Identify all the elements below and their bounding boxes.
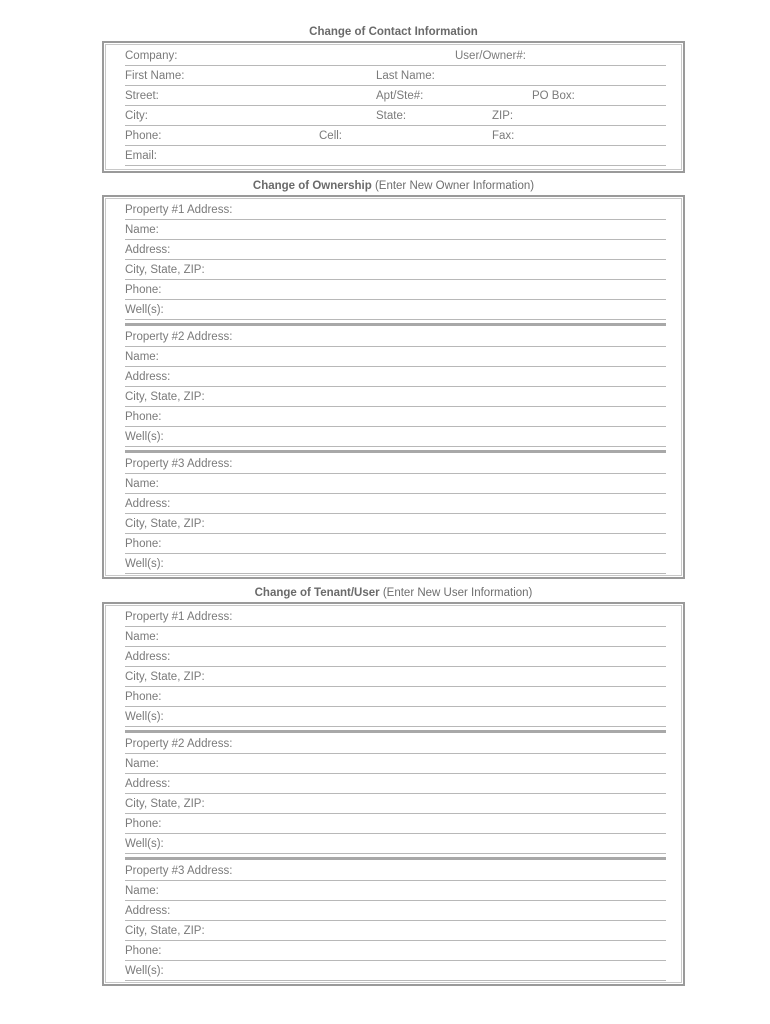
- heading-text: Change of Contact Information: [309, 26, 478, 38]
- tenant-p2-phone-row[interactable]: [125, 814, 666, 834]
- city-row[interactable]: [125, 106, 666, 126]
- tenant-p1-name-row[interactable]: [125, 627, 666, 647]
- tenant-p3-city-row[interactable]: [125, 921, 666, 941]
- name-label: Name:: [125, 351, 159, 363]
- tenant-p2-city-row[interactable]: [125, 794, 666, 814]
- city-state-zip-label: City, State, ZIP:: [125, 518, 205, 530]
- ownership-p2-name-row[interactable]: [125, 347, 666, 367]
- zip-label: ZIP:: [492, 110, 514, 122]
- tenant-p3-address-row[interactable]: [125, 861, 666, 881]
- city-state-zip-label: City, State, ZIP:: [125, 391, 205, 403]
- tenant-p1-phone-row[interactable]: [125, 687, 666, 707]
- ownership-p2-city-row[interactable]: [125, 387, 666, 407]
- heading-text: (Enter New Owner Information): [371, 180, 535, 192]
- name-label: Name:: [125, 885, 159, 897]
- last-name-label: Last Name:: [376, 70, 435, 82]
- ownership-p3-wells-row[interactable]: [125, 554, 666, 574]
- phone-label: Phone:: [125, 538, 162, 550]
- tenant-p3-street-row[interactable]: [125, 901, 666, 921]
- phone-label: Phone:: [125, 691, 162, 703]
- company-label: Company:: [125, 50, 178, 62]
- wells-label: Well(s):: [125, 431, 164, 443]
- p3-label: Property #3 Address:: [125, 865, 233, 877]
- wells-label: Well(s):: [125, 558, 164, 570]
- ownership-p2-wells-row[interactable]: [125, 427, 666, 447]
- wells-label: Well(s):: [125, 711, 164, 723]
- ownership-p3-city-row[interactable]: [125, 514, 666, 534]
- ownership-p1-phone-row[interactable]: [125, 280, 666, 300]
- name-label: Name:: [125, 224, 159, 236]
- fax-label: Fax:: [492, 130, 515, 142]
- apt-label: Apt/Ste#:: [376, 90, 424, 102]
- first-name-label: First Name:: [125, 70, 185, 82]
- city-state-zip-label: City, State, ZIP:: [125, 264, 205, 276]
- po-box-label: PO Box:: [532, 90, 575, 102]
- p1-label: Property #1 Address:: [125, 611, 233, 623]
- street-row[interactable]: [125, 86, 666, 106]
- address-label: Address:: [125, 498, 171, 510]
- phone-label: Phone:: [125, 130, 162, 142]
- city-label: City:: [125, 110, 148, 122]
- city-state-zip-label: City, State, ZIP:: [125, 671, 205, 683]
- phone-label: Phone:: [125, 818, 162, 830]
- ownership-p1-city-row[interactable]: [125, 260, 666, 280]
- p3-label: Property #3 Address:: [125, 458, 233, 470]
- wells-label: Well(s):: [125, 965, 164, 977]
- tenant-p1-street-row[interactable]: [125, 647, 666, 667]
- tenant-p3-phone-row[interactable]: [125, 941, 666, 961]
- tenant-p3-wells-row[interactable]: [125, 961, 666, 981]
- ownership-p3-phone-row[interactable]: [125, 534, 666, 554]
- wells-label: Well(s):: [125, 304, 164, 316]
- ownership-p1-street-row[interactable]: [125, 240, 666, 260]
- ownership-heading: [102, 180, 685, 192]
- ownership-separator-2: [125, 450, 666, 453]
- name-label: Name:: [125, 631, 159, 643]
- cell-label: Cell:: [319, 130, 343, 142]
- address-label: Address:: [125, 244, 171, 256]
- email-row[interactable]: [125, 146, 666, 166]
- contact-heading: [102, 26, 685, 38]
- tenant-heading: [102, 587, 685, 599]
- address-label: Address:: [125, 778, 171, 790]
- ownership-p3-address-row[interactable]: [125, 454, 666, 474]
- ownership-separator-1: [125, 323, 666, 326]
- p2-label: Property #2 Address:: [125, 331, 233, 343]
- tenant-p1-city-row[interactable]: [125, 667, 666, 687]
- user-owner-label: User/Owner#:: [455, 50, 526, 62]
- ownership-p1-address-row[interactable]: [125, 200, 666, 220]
- company-row[interactable]: [125, 46, 666, 66]
- street-label: Street:: [125, 90, 159, 102]
- city-state-zip-label: City, State, ZIP:: [125, 925, 205, 937]
- p1-label: Property #1 Address:: [125, 204, 233, 216]
- phone-label: Phone:: [125, 411, 162, 423]
- heading-text: Change of Ownership: [252, 180, 372, 192]
- tenant-p1-address-row[interactable]: [125, 607, 666, 627]
- tenant-p2-name-row[interactable]: [125, 754, 666, 774]
- heading-text: Change of Tenant/User: [254, 587, 380, 599]
- name-row[interactable]: [125, 66, 666, 86]
- tenant-p2-address-row[interactable]: [125, 734, 666, 754]
- tenant-p3-name-row[interactable]: [125, 881, 666, 901]
- ownership-p3-name-row[interactable]: [125, 474, 666, 494]
- p2-label: Property #2 Address:: [125, 738, 233, 750]
- ownership-p1-wells-row[interactable]: [125, 300, 666, 320]
- tenant-form-box: [102, 602, 685, 986]
- ownership-p2-address-row[interactable]: [125, 327, 666, 347]
- name-label: Name:: [125, 478, 159, 490]
- address-label: Address:: [125, 651, 171, 663]
- ownership-p2-street-row[interactable]: [125, 367, 666, 387]
- ownership-p3-street-row[interactable]: [125, 494, 666, 514]
- wells-label: Well(s):: [125, 838, 164, 850]
- phone-row[interactable]: [125, 126, 666, 146]
- address-label: Address:: [125, 905, 171, 917]
- tenant-p2-wells-row[interactable]: [125, 834, 666, 854]
- tenant-p2-street-row[interactable]: [125, 774, 666, 794]
- contact-form-box: [102, 41, 685, 173]
- tenant-separator-1: [125, 730, 666, 733]
- ownership-p2-phone-row[interactable]: [125, 407, 666, 427]
- ownership-form-box: [102, 195, 685, 579]
- phone-label: Phone:: [125, 945, 162, 957]
- tenant-separator-2: [125, 857, 666, 860]
- name-label: Name:: [125, 758, 159, 770]
- city-state-zip-label: City, State, ZIP:: [125, 798, 205, 810]
- ownership-p1-name-row[interactable]: [125, 220, 666, 240]
- email-label: Email:: [125, 150, 157, 162]
- phone-label: Phone:: [125, 284, 162, 296]
- heading-text: (Enter New User Information): [379, 587, 533, 599]
- tenant-p1-wells-row[interactable]: [125, 707, 666, 727]
- state-label: State:: [376, 110, 407, 122]
- address-label: Address:: [125, 371, 171, 383]
